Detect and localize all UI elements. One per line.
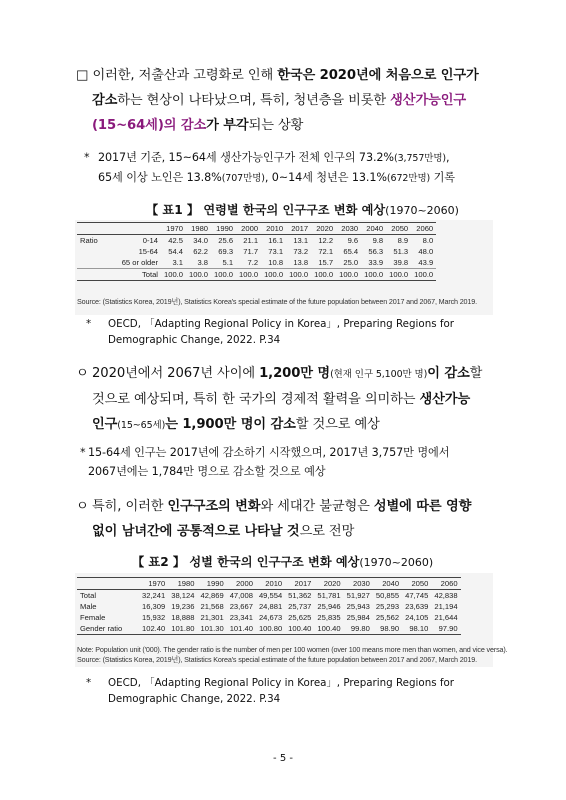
year-header: 2020 bbox=[311, 223, 336, 235]
cell: 25,562 bbox=[375, 613, 400, 622]
table1-image bbox=[75, 220, 493, 315]
year-header: 2000 bbox=[236, 223, 261, 235]
bullet-marker: ㅇ bbox=[76, 499, 89, 514]
year-header: 2010 bbox=[261, 223, 286, 235]
cell: 25,943 bbox=[346, 602, 370, 611]
table2-caption bbox=[132, 553, 433, 570]
cell: 18,888 bbox=[171, 613, 195, 622]
cell bbox=[77, 269, 113, 281]
row-label: Female bbox=[80, 613, 106, 622]
cell: 48.0 bbox=[418, 247, 434, 256]
caption-range: (1970~2060) bbox=[385, 204, 459, 217]
small-text: (672만명) bbox=[386, 173, 431, 184]
table-row bbox=[77, 269, 436, 281]
cell: 9.8 bbox=[372, 236, 384, 245]
cell: 43.9 bbox=[418, 258, 434, 267]
cell: 72.1 bbox=[318, 247, 334, 256]
cell: 23,667 bbox=[229, 602, 253, 611]
cell: 42.5 bbox=[168, 236, 184, 245]
checkbox-marker: □ bbox=[76, 68, 89, 83]
cell: 73.1 bbox=[268, 247, 284, 256]
cell: 100.0 bbox=[336, 269, 361, 281]
cell: 16.1 bbox=[268, 236, 284, 245]
caption-text: 【 표2 】 성별 한국의 인구구조 변화 예상 bbox=[132, 555, 360, 569]
asterisk: * bbox=[80, 446, 86, 459]
text: 으로 전망 bbox=[299, 524, 355, 539]
cell: 100.0 bbox=[186, 269, 211, 281]
header-cell bbox=[77, 578, 139, 590]
cell: 54.4 bbox=[168, 247, 184, 256]
table-row bbox=[77, 601, 461, 612]
year-header: 2030 bbox=[336, 223, 361, 235]
cell: 9.6 bbox=[347, 236, 359, 245]
cell: 13.8 bbox=[293, 258, 309, 267]
row-label: Total bbox=[80, 591, 97, 600]
cell: 25,737 bbox=[288, 602, 312, 611]
text: 2067년에는 1,784만 명으로 감소할 것으로 예상 bbox=[88, 465, 326, 478]
cell: 23,639 bbox=[405, 602, 429, 611]
year-header: 2040 bbox=[373, 578, 402, 590]
text: 되는 상황 bbox=[248, 118, 304, 133]
paragraph-3 bbox=[76, 494, 471, 544]
row-group-label: Ratio bbox=[80, 236, 98, 245]
year-header: 2060 bbox=[431, 578, 460, 590]
cell: 99.80 bbox=[344, 623, 373, 635]
table1 bbox=[77, 222, 436, 281]
bold-text: 생산가능 bbox=[419, 392, 471, 407]
row-label: 65 or older bbox=[121, 258, 158, 267]
cell: 42,838 bbox=[434, 591, 458, 600]
bold-text: 감소 bbox=[92, 93, 118, 108]
asterisk: * bbox=[84, 151, 90, 164]
cell: 100.40 bbox=[314, 623, 343, 635]
cell: 8.0 bbox=[422, 236, 434, 245]
year-header: 1990 bbox=[197, 578, 226, 590]
cell: 100.0 bbox=[411, 269, 436, 281]
paragraph-1 bbox=[76, 63, 479, 138]
year-header: 2010 bbox=[256, 578, 285, 590]
note-1 bbox=[84, 148, 455, 188]
reference-text: OECD, 「Adapting Regional Policy in Korea」, Preparing Regions for bbox=[108, 677, 455, 689]
year-header: 1970 bbox=[139, 578, 168, 590]
year-header: 1980 bbox=[168, 578, 197, 590]
note-2 bbox=[80, 443, 449, 481]
text: , 0~14세 청년은 13.1% bbox=[264, 171, 387, 184]
cell: 25.0 bbox=[343, 258, 359, 267]
highlight-text: (15~64세)의 감소 bbox=[92, 118, 207, 133]
table2-note: Note: Population unit ('000). The gender ratio is the number of men per 100 women (over 100 means more men than women, and vice versa). bbox=[77, 645, 508, 654]
small-text: (707만명) bbox=[221, 173, 265, 184]
cell: 51,781 bbox=[317, 591, 341, 600]
cell: 33.9 bbox=[368, 258, 384, 267]
header-cell bbox=[113, 223, 161, 235]
table-row bbox=[77, 257, 436, 269]
text: 2017년 기준, 15~64세 생산가능인구가 전체 인구의 73.2% bbox=[98, 151, 394, 164]
text: 하는 현상이 나타났으며, 특히, 청년층을 비롯한 bbox=[117, 93, 391, 108]
cell: 50,855 bbox=[375, 591, 400, 600]
cell: 3.1 bbox=[172, 258, 184, 267]
bold-text: 한국은 2020년에 처음으로 인구가 bbox=[277, 68, 479, 83]
row-label: 0-14 bbox=[142, 236, 158, 245]
row-label: Gender ratio bbox=[77, 623, 139, 635]
cell: 25.6 bbox=[218, 236, 234, 245]
cell: 100.0 bbox=[311, 269, 336, 281]
cell: 71.7 bbox=[243, 247, 259, 256]
year-header: 2000 bbox=[227, 578, 256, 590]
year-header: 1990 bbox=[211, 223, 236, 235]
year-header: 2017 bbox=[286, 223, 311, 235]
cell: 25,293 bbox=[375, 602, 400, 611]
table-row bbox=[77, 590, 461, 602]
bold-text: 인구구조의 변화 bbox=[167, 499, 261, 514]
text: 2020년에서 2067년 사이에 bbox=[92, 366, 260, 381]
small-text: (현재 인구 5,100만 명) bbox=[330, 369, 428, 380]
table2-reference bbox=[86, 675, 454, 707]
cell: 100.0 bbox=[261, 269, 286, 281]
table-row bbox=[77, 235, 436, 247]
text: 이러한, 저출산과 고령화로 인해 bbox=[92, 68, 278, 83]
cell: 12.2 bbox=[318, 236, 334, 245]
cell: 21,644 bbox=[434, 613, 458, 622]
cell: 24,673 bbox=[258, 613, 283, 622]
table-row bbox=[77, 623, 461, 635]
bold-text: 이 감소 bbox=[427, 366, 470, 381]
row-label: Male bbox=[80, 602, 97, 611]
header-cell bbox=[77, 223, 113, 235]
cell: 24,881 bbox=[258, 602, 283, 611]
caption-range: (1970~2060) bbox=[359, 556, 434, 569]
small-text: (3,757만명) bbox=[393, 153, 447, 164]
year-header: 2050 bbox=[402, 578, 431, 590]
cell: 51.3 bbox=[393, 247, 409, 256]
cell: 25,946 bbox=[317, 602, 341, 611]
cell bbox=[77, 257, 113, 269]
text: 특히, 이러한 bbox=[92, 499, 168, 514]
cell: 21,568 bbox=[200, 602, 224, 611]
cell: 24,105 bbox=[405, 613, 429, 622]
page-number: - 5 - bbox=[273, 753, 293, 764]
bullet-marker: ㅇ bbox=[76, 366, 89, 381]
cell: 32,241 bbox=[142, 591, 166, 600]
cell: 100.0 bbox=[236, 269, 261, 281]
cell: 16,309 bbox=[142, 602, 166, 611]
cell: 73.2 bbox=[293, 247, 309, 256]
year-header: 2017 bbox=[285, 578, 314, 590]
reference-text: OECD, 「Adapting Regional Policy in Korea」, Preparing Regions for bbox=[108, 318, 455, 330]
row-label: Total bbox=[113, 269, 161, 281]
table-row bbox=[77, 246, 436, 257]
cell: 3.8 bbox=[197, 258, 209, 267]
cell: 62.2 bbox=[193, 247, 209, 256]
cell: 21.1 bbox=[243, 236, 259, 245]
cell: 51,927 bbox=[346, 591, 370, 600]
cell: 23,341 bbox=[229, 613, 253, 622]
cell: 65.4 bbox=[343, 247, 359, 256]
text: 것으로 예상되며, 특히 한 국가의 경제적 활력을 의미하는 bbox=[92, 392, 420, 407]
cell: 8.9 bbox=[397, 236, 409, 245]
cell: 25,835 bbox=[317, 613, 341, 622]
bold-text: 는 1,900만 명이 감소 bbox=[165, 417, 296, 432]
cell: 101.40 bbox=[227, 623, 256, 635]
cell: 69.3 bbox=[218, 247, 234, 256]
cell bbox=[77, 246, 113, 257]
highlight-text: 생산가능인구 bbox=[390, 93, 467, 108]
cell: 101.30 bbox=[197, 623, 226, 635]
row-label: 15-64 bbox=[138, 247, 158, 256]
cell: 100.0 bbox=[211, 269, 236, 281]
cell: 47,008 bbox=[229, 591, 253, 600]
cell: 102.40 bbox=[139, 623, 168, 635]
cell: 21,301 bbox=[200, 613, 224, 622]
cell: 15,932 bbox=[142, 613, 166, 622]
table-header-row bbox=[77, 578, 461, 590]
cell: 47,745 bbox=[405, 591, 429, 600]
year-header: 1980 bbox=[186, 223, 211, 235]
cell: 100.80 bbox=[256, 623, 285, 635]
year-header: 2020 bbox=[314, 578, 343, 590]
bold-text: 1,200만 명 bbox=[259, 366, 331, 381]
small-text: (15~65세) bbox=[117, 420, 166, 431]
cell: 39.8 bbox=[393, 258, 409, 267]
year-header: 2040 bbox=[361, 223, 386, 235]
cell: 19,236 bbox=[171, 602, 195, 611]
text: 할 것으로 예상 bbox=[295, 417, 380, 432]
cell: 98.90 bbox=[373, 623, 402, 635]
table1-caption bbox=[146, 201, 459, 218]
table2 bbox=[77, 577, 461, 635]
cell: 21,194 bbox=[434, 602, 458, 611]
cell: 49,554 bbox=[258, 591, 283, 600]
table1-reference bbox=[86, 316, 454, 348]
cell: 100.0 bbox=[161, 269, 186, 281]
caption-text: 【 표1 】 연령별 한국의 인구구조 변화 예상 bbox=[146, 203, 386, 217]
asterisk: * bbox=[86, 318, 92, 330]
table-row bbox=[77, 612, 461, 623]
cell: 100.0 bbox=[386, 269, 411, 281]
year-header: 2030 bbox=[344, 578, 373, 590]
paragraph-2 bbox=[76, 361, 482, 438]
table2-source: Source: (Statistics Korea, 2019년), Statistics Korea's special estimate of the future population between 2017 and 2067, March 2019. bbox=[77, 655, 477, 664]
cell: 13.1 bbox=[293, 236, 309, 245]
cell: 100.0 bbox=[286, 269, 311, 281]
year-header: 2060 bbox=[411, 223, 436, 235]
cell: 100.0 bbox=[361, 269, 386, 281]
year-header: 2050 bbox=[386, 223, 411, 235]
table2-image bbox=[75, 573, 508, 667]
text: 65세 이상 노인은 13.8% bbox=[98, 171, 222, 184]
cell: 5.1 bbox=[222, 258, 234, 267]
text: 와 세대간 불균형은 bbox=[260, 499, 374, 514]
text: , bbox=[446, 151, 450, 164]
cell: 25,625 bbox=[288, 613, 312, 622]
cell: 15.7 bbox=[318, 258, 334, 267]
cell: 101.80 bbox=[168, 623, 197, 635]
bold-text: 없이 남녀간에 공통적으로 나타날 것 bbox=[92, 524, 300, 539]
cell: 25,984 bbox=[346, 613, 370, 622]
cell: 42,869 bbox=[200, 591, 224, 600]
cell: 97.90 bbox=[431, 623, 460, 635]
text: 할 bbox=[469, 366, 483, 381]
reference-text: Demographic Change, 2022. P.34 bbox=[108, 334, 281, 346]
text: 15-64세 인구는 2017년에 감소하기 시작했으며, 2017년 3,757만 명에서 bbox=[88, 446, 450, 459]
cell: 100.40 bbox=[285, 623, 314, 635]
bold-text: 성별에 따른 영향 bbox=[373, 499, 472, 514]
cell: 56.3 bbox=[368, 247, 384, 256]
year-header: 1970 bbox=[161, 223, 186, 235]
cell: 51,362 bbox=[288, 591, 312, 600]
bold-text: 인구 bbox=[92, 417, 118, 432]
cell: 10.8 bbox=[268, 258, 284, 267]
table1-source: Source: (Statistics Korea, 2019년), Statistics Korea's special estimate of the future population between 2017 and 2067, March 2019. bbox=[77, 297, 477, 306]
cell: 98.10 bbox=[402, 623, 431, 635]
text: 기록 bbox=[430, 171, 455, 184]
reference-text: Demographic Change, 2022. P.34 bbox=[108, 693, 281, 705]
table-header-row bbox=[77, 223, 436, 235]
cell: 38,124 bbox=[171, 591, 195, 600]
cell: 7.2 bbox=[247, 258, 259, 267]
bold-text: 가 부각 bbox=[206, 118, 249, 133]
asterisk: * bbox=[86, 677, 92, 689]
cell: 34.0 bbox=[193, 236, 209, 245]
